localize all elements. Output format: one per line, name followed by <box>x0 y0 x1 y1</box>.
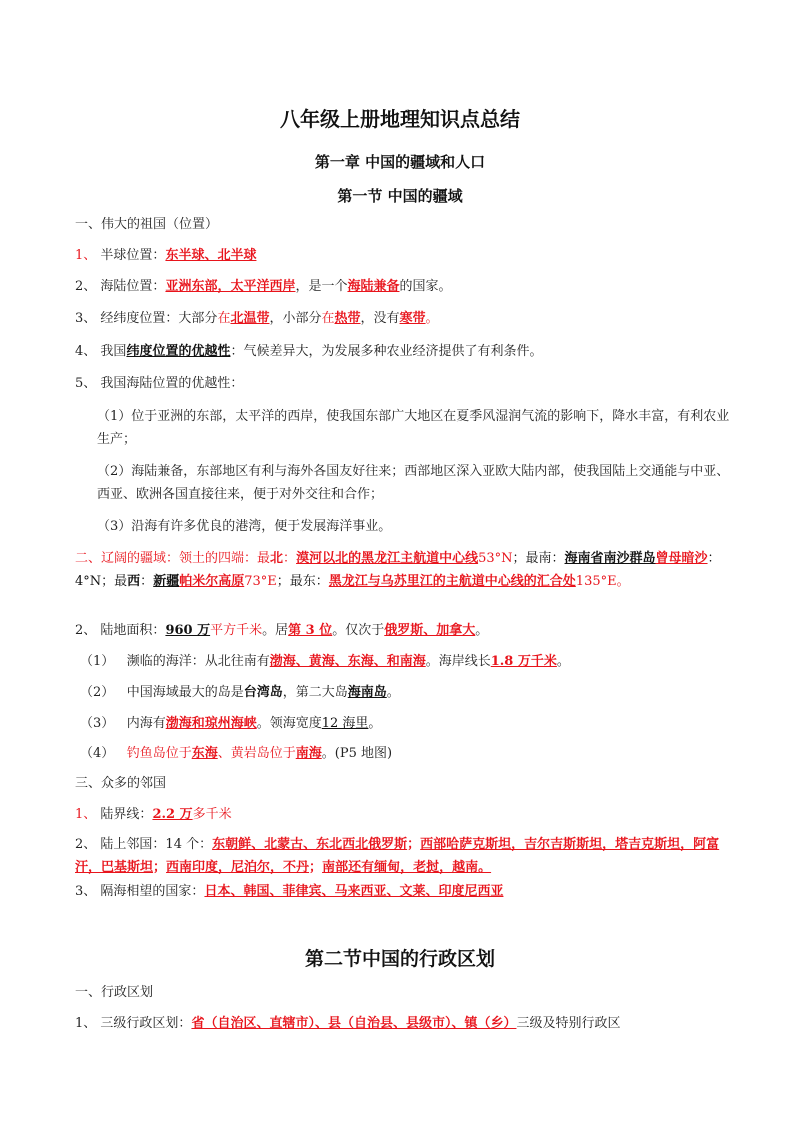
body-text: ；最东： <box>276 574 329 589</box>
body-text: 。仅次于 <box>332 623 385 638</box>
body-text: ：气候差异大，为发展多种农业经济提供了有利条件。 <box>230 344 543 359</box>
item-number: 二、 <box>75 551 102 566</box>
body-text: 53°N <box>478 551 513 566</box>
body-text: 。 <box>425 311 439 326</box>
body-text: ，没有 <box>360 311 400 326</box>
answer-text: 第 3 位 <box>288 623 333 638</box>
body-text: 我国海陆位置的优越性： <box>100 376 244 391</box>
body-text: 在 <box>217 311 231 326</box>
answer-text: 东半球、北半球 <box>165 248 257 263</box>
answer-text: 960 万 <box>165 623 211 638</box>
body-text: ； <box>153 860 167 875</box>
answer-text: 新疆 <box>153 574 180 589</box>
body-text: 在 <box>321 311 335 326</box>
body-text: ；最南： <box>512 551 565 566</box>
paragraph-advantage-3: （3）沿海有许多优良的港湾，便于发展海洋事业。 <box>97 519 392 534</box>
item-number: 1、 <box>75 1016 97 1031</box>
answer-text: 西南印度，尼泊尔，不丹 <box>166 860 310 875</box>
body-text: 三级及特别行政区 <box>516 1016 621 1031</box>
body-text: 中国海域最大的岛是 <box>126 685 244 700</box>
item-label: 经纬度位置：大部分 <box>100 311 218 326</box>
item-sea-land <box>75 276 745 298</box>
answer-text: 海南岛 <box>347 685 387 700</box>
body-text: ，第二大岛 <box>282 685 348 700</box>
heading-admin-divisions: 一、行政区划 <box>75 985 154 1000</box>
answer-text: 渤海和琼州海峡 <box>165 716 257 731</box>
section-heading: 第一节 中国的疆域 <box>337 187 463 205</box>
item-seas <box>80 651 750 673</box>
heading-neighbors: 三、众多的邻国 <box>75 776 167 791</box>
answer-text: 台湾岛 <box>243 685 283 700</box>
answer-text: 黑龙江与乌苏里江的主航道中心线的汇合处 <box>328 574 576 589</box>
answer-text: 纬度位置的优越性 <box>126 344 231 359</box>
item-label: 隔海相望的国家： <box>100 884 205 899</box>
item-number: 4、 <box>75 344 97 359</box>
body-text: 的国家。 <box>399 279 452 294</box>
body-text: 我国 <box>100 344 127 359</box>
answer-text: 东朝鲜、北蒙古、东北西北俄罗斯 <box>212 837 408 852</box>
item-label: 陆界线： <box>100 807 153 822</box>
body-text: 、黄岩岛位于 <box>217 746 296 761</box>
document-title: 八年级上册地理知识点总结 <box>280 107 520 131</box>
body-text: 钓鱼岛位于 <box>126 746 192 761</box>
heading-position: 一、伟大的祖国（位置） <box>75 217 219 232</box>
body-text: 濒临的海洋：从北往南有 <box>126 654 270 669</box>
item-three-levels <box>75 1013 745 1035</box>
answer-text: 帕米尔高原 <box>179 574 245 589</box>
answer-text: 寒带 <box>399 311 426 326</box>
body-text: 。 <box>556 654 570 669</box>
answer-text: 热带 <box>334 311 361 326</box>
answer-text: 曾母暗沙 <box>655 551 708 566</box>
item-latlong <box>75 308 745 330</box>
item-land-neighbors <box>75 833 743 879</box>
item-number: 1、 <box>75 248 97 263</box>
item-number: 1、 <box>75 807 97 822</box>
answer-text: 亚洲东部，太平洋西岸 <box>165 279 296 294</box>
item-number: （3） <box>80 716 115 731</box>
body-text: 。领海宽度 <box>256 716 322 731</box>
body-text: 。 <box>475 623 489 638</box>
body-text: 73°E <box>244 574 277 589</box>
body-text: 。居 <box>262 623 289 638</box>
chapter-heading: 第一章 中国的疆域和人口 <box>314 153 486 171</box>
item-number: （1） <box>80 654 115 669</box>
body-text: ，是一个 <box>295 279 348 294</box>
item-land-area <box>75 620 745 642</box>
body-text: 。(P5 地图) <box>321 746 393 761</box>
section-heading-admin: 第二节中国的行政区划 <box>304 948 495 970</box>
item-label: 陆地面积： <box>100 623 166 638</box>
item-label: 陆上邻国：14 个： <box>100 837 213 852</box>
item-inner-sea <box>80 713 750 735</box>
item-label: 半球位置： <box>100 248 166 263</box>
answer-text: 南部还有缅甸，老挝，越南。 <box>322 860 492 875</box>
item-label: 海陆位置： <box>100 279 166 294</box>
item-land-border <box>75 804 745 826</box>
item-number: （4） <box>80 746 115 761</box>
answer-text: 俄罗斯、加拿大 <box>384 623 476 638</box>
item-number: 3、 <box>75 311 97 326</box>
body-text: 平方千米 <box>210 623 263 638</box>
body-text: 西 <box>127 574 141 589</box>
body-text: ：4°N；最 <box>75 551 721 589</box>
item-number: （2） <box>80 685 115 700</box>
body-text: 。 <box>386 685 400 700</box>
item-number: 2、 <box>75 623 97 638</box>
item-hemisphere <box>75 245 745 267</box>
body-text: 内海有 <box>126 716 166 731</box>
answer-text: 北温带 <box>230 311 270 326</box>
answer-text: 海陆兼备 <box>347 279 400 294</box>
answer-text: 12 海里 <box>321 716 369 731</box>
answer-text: 南海 <box>295 746 322 761</box>
item-diaoyu-island <box>80 743 750 765</box>
item-number: 5、 <box>75 376 97 391</box>
answer-text: 1.8 万千米 <box>490 654 557 669</box>
answer-text: 2.2 万 <box>152 807 193 822</box>
body-text: ； <box>407 837 421 852</box>
item-number: 2、 <box>75 279 97 294</box>
body-text: 辽阔的疆域：领土的四端：最 <box>101 551 271 566</box>
answer-text: 渤海、黄海、东海、和南海 <box>269 654 426 669</box>
item-territory-extremes: 二、辽阔的疆域：领土的四端：最北：漠河以北的黑龙江主航道中心线53°N；最南：海南省南沙群岛曾母暗沙：4°N；最西：新疆帕米尔高原73°E；最东：黑龙江与乌苏里江的主航道中心线的汇合处135°E。 <box>75 551 721 589</box>
answer-text: 日本、韩国、菲律宾、马来西亚、文莱、印度尼西亚 <box>204 884 504 899</box>
paragraph-advantage-2: （2）海陆兼备，东部地区有利与海外各国友好往来；西部地区深入亚欧大陆内部，使我国陆上交通能与中亚、西亚、欧洲各国直接往来，便于对外交往和合作； <box>97 464 730 502</box>
body-text: 135°E。 <box>575 574 630 589</box>
item-islands <box>80 682 750 704</box>
answer-text: 海南省南沙群岛 <box>564 551 656 566</box>
paragraph-advantage-1: （1）位于亚洲的东部，太平洋的西岸，使我国东部广大地区在夏季风湿润气流的影响下，降水丰富，有利农业生产； <box>97 409 730 447</box>
body-text: 多千米 <box>192 807 232 822</box>
body-text: ； <box>309 860 323 875</box>
item-number: 2、 <box>75 837 97 852</box>
item-sea-neighbors <box>75 881 745 903</box>
answer-text: 西部哈萨克斯坦，吉尔吉斯斯坦，塔吉克斯坦，阿富汗，巴基斯坦 <box>75 837 720 875</box>
body-text: 。 <box>368 716 382 731</box>
item-label: 三级行政区划： <box>100 1016 192 1031</box>
body-text: 。海岸线长 <box>425 654 491 669</box>
body-text: ，小部分 <box>269 311 322 326</box>
answer-text: 省（自治区、直辖市）、县（自治县、县级市）、镇（乡） <box>191 1016 517 1031</box>
item-latitude-advantage <box>75 341 745 363</box>
answer-text: 漠河以北的黑龙江主航道中心线 <box>296 551 479 566</box>
answer-text: 东海 <box>191 746 218 761</box>
item-number: 3、 <box>75 884 97 899</box>
item-sea-land-advantage <box>75 373 745 395</box>
body-text: 北 <box>270 551 284 566</box>
